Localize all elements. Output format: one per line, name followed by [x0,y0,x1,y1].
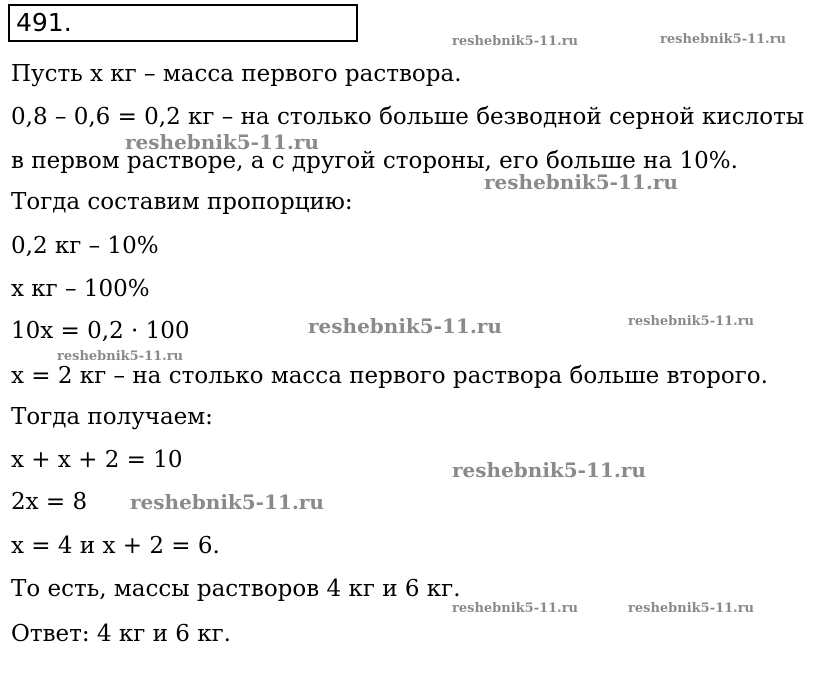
problem-number: 491. [16,8,72,37]
watermark: reshebnik5-11.ru [628,601,755,616]
solution-line-10: x + x + 2 = 10 [11,447,183,473]
watermark: reshebnik5-11.ru [628,314,755,329]
solution-line-14: Ответ: 4 кг и 6 кг. [11,621,231,647]
watermark: reshebnik5-11.ru [308,314,502,338]
watermark: reshebnik5-11.ru [660,32,787,47]
watermark: reshebnik5-11.ru [452,601,579,616]
watermark: reshebnik5-11.ru [57,349,184,364]
solution-line-2: 0,8 – 0,6 = 0,2 кг – на столько больше безводной серной кислоты [11,104,805,130]
solution-line-12: x = 4 и x + 2 = 6. [11,533,220,559]
solution-line-11: 2x = 8 [11,489,88,515]
problem-number-box [8,4,358,42]
solution-line-3: в первом растворе, а с другой стороны, его больше на 10%. [11,148,738,174]
watermark: reshebnik5-11.ru [452,34,579,49]
solution-line-1: Пусть x кг – масса первого раствора. [11,61,462,87]
solution-line-9: Тогда получаем: [11,404,213,430]
solution-line-7: 10x = 0,2 · 100 [11,318,190,344]
solution-line-8: x = 2 кг – на столько масса первого раствора больше второго. [11,363,768,389]
solution-line-4: Тогда составим пропорцию: [11,189,353,215]
solution-line-5: 0,2 кг – 10% [11,233,159,259]
watermark: reshebnik5-11.ru [125,130,319,154]
watermark: reshebnik5-11.ru [452,458,646,482]
solution-line-13: То есть, массы растворов 4 кг и 6 кг. [11,576,461,602]
watermark: reshebnik5-11.ru [130,490,324,514]
watermark: reshebnik5-11.ru [484,170,678,194]
solution-line-6: x кг – 100% [11,276,150,302]
